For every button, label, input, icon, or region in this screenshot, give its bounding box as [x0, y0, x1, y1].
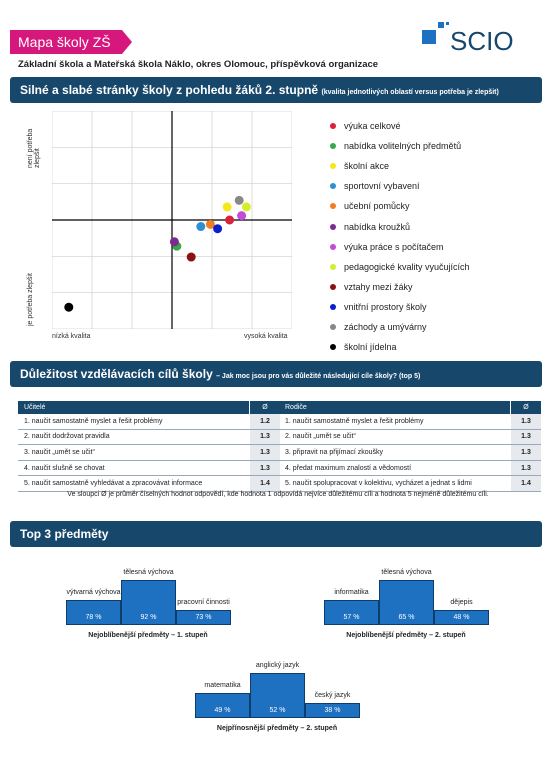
- podium-block: [434, 610, 489, 625]
- podium-title: Nejoblíbenější předměty – 1. stupeň: [88, 632, 208, 639]
- table-row: [279, 414, 541, 429]
- avg-note: Ve sloupci Ø je průměr číselných hodnot odpovědí, kde hodnota 1 odpovídá nejvíce důležitému cíli a hodnota 5 nejméně důležitému cíli.: [67, 491, 489, 498]
- legend-item: [330, 237, 540, 257]
- table-row: [279, 476, 541, 492]
- legend-item: [330, 176, 540, 196]
- avg-cell: 1.2: [250, 414, 281, 429]
- podium-subject-label: anglický jazyk: [255, 662, 300, 669]
- goal-cell: 5. naučit samostatně vyhledávat a zpracovávat informace: [18, 476, 250, 492]
- legend-item: [330, 297, 540, 317]
- podium-block: [324, 600, 379, 625]
- data-point: [225, 216, 234, 225]
- goal-cell: 3. připravit na přijímací zkoušky: [279, 445, 511, 461]
- strengths-title: Silné a slabé stránky školy z pohledu žáků 2. stupně: [20, 83, 319, 97]
- data-point: [196, 222, 205, 231]
- podium-title: Nejoblíbenější předměty – 2. stupeň: [346, 632, 466, 639]
- legend-dot: [330, 203, 336, 209]
- legend-item: [330, 216, 540, 236]
- podium-value: 57 %: [343, 614, 360, 621]
- goal-cell: 5. naučit spolupracovat v kolektivu, vycházet a jednat s lidmi: [279, 476, 511, 492]
- avg-cell: 1.4: [511, 476, 542, 492]
- data-point: [170, 237, 179, 246]
- podium-value: 52 %: [269, 707, 286, 714]
- goal-cell: 2. naučit dodržovat pravidla: [18, 429, 250, 445]
- goal-cell: 3. naučit „umět se učit“: [18, 445, 250, 461]
- parents-goals-table: [279, 401, 541, 492]
- legend-dot: [330, 143, 336, 149]
- goals-subtitle: – Jak moc jsou pro vás důležité následující cíle školy? (top 5): [216, 373, 421, 380]
- podium-value: 49 %: [214, 707, 231, 714]
- legend-item: [330, 196, 540, 216]
- podium-value: 78 %: [85, 614, 102, 621]
- podium-block: [66, 600, 121, 625]
- subjects-section-bar: [10, 521, 542, 547]
- scio-logo: [422, 20, 542, 56]
- legend-item: [330, 116, 540, 136]
- data-point: [237, 211, 246, 220]
- podium-block: [176, 610, 231, 625]
- school-name: Základní škola a Mateřská škola Náklo, okres Olomouc, příspěvková organizace: [18, 59, 379, 70]
- legend-dot: [330, 264, 336, 270]
- avg-cell: 1.3: [511, 445, 542, 461]
- data-point: [64, 303, 73, 312]
- parents-header: Rodiče: [279, 401, 511, 414]
- legend-label: nabídka kroužků: [344, 221, 411, 232]
- goal-cell: 1. naučit samostatně myslet a řešit problémy: [279, 414, 511, 429]
- legend-dot: [330, 284, 336, 290]
- goal-cell: 4. předat maximum znalostí a vědomostí: [279, 460, 511, 476]
- teachers-header: Učitelé: [18, 401, 250, 414]
- avg-cell: 1.4: [250, 476, 281, 492]
- chart-legend: [330, 116, 540, 357]
- teachers-goals-table: [18, 401, 280, 492]
- goals-section-bar: [10, 361, 542, 387]
- podium-subject-label: informatika: [334, 589, 369, 596]
- legend-label: učební pomůcky: [344, 201, 410, 212]
- legend-item: [330, 317, 540, 337]
- podium-value: 73 %: [195, 614, 212, 621]
- legend-dot: [330, 163, 336, 169]
- table-row: [279, 445, 541, 461]
- legend-dot: [330, 224, 336, 230]
- podium-block: [195, 693, 250, 718]
- podium-value: 38 %: [324, 707, 341, 714]
- legend-dot: [330, 324, 336, 330]
- legend-dot: [330, 244, 336, 250]
- podium-title: Nejpřínosnější předměty – 2. stupeň: [216, 725, 338, 732]
- avg-cell: 1.3: [511, 414, 542, 429]
- quadrant-chart: [52, 111, 292, 329]
- data-point: [213, 224, 222, 233]
- strengths-subtitle: (kvalita jednotlivých oblastí versus potřeba je zlepšit): [321, 89, 499, 96]
- data-point: [235, 196, 244, 205]
- legend-label: vnitřní prostory školy: [344, 301, 427, 312]
- avg-cell: 1.3: [511, 460, 542, 476]
- map-tag: Mapa školy ZŠ: [10, 30, 122, 54]
- podium-subject-label: tělesná výchova: [381, 569, 432, 576]
- avg-cell: 1.3: [511, 429, 542, 445]
- table-row: [18, 429, 280, 445]
- legend-item: [330, 156, 540, 176]
- data-point: [242, 202, 251, 211]
- goal-cell: 2. naučit „umět se učit“: [279, 429, 511, 445]
- data-point: [187, 253, 196, 262]
- subjects-title: Top 3 předměty: [20, 527, 109, 541]
- legend-label: sportovní vybavení: [344, 181, 420, 192]
- table-row: [279, 429, 541, 445]
- legend-dot: [330, 344, 336, 350]
- legend-label: nabídka volitelných předmětů: [344, 141, 462, 152]
- y-axis-top-label: není potřeba zlepšit: [27, 128, 41, 168]
- teachers-avg-header: Ø: [250, 401, 281, 414]
- podium-value: 65 %: [398, 614, 415, 621]
- legend-item: [330, 277, 540, 297]
- avg-cell: 1.3: [250, 429, 281, 445]
- goal-cell: 1. naučit samostatně myslet a řešit problémy: [18, 414, 250, 429]
- legend-dot: [330, 183, 336, 189]
- avg-cell: 1.3: [250, 445, 281, 461]
- legend-label: záchody a umývárny: [344, 321, 427, 332]
- x-axis-left-label: nízká kvalita: [52, 333, 91, 340]
- y-axis-bottom-label: je potřeba zlepšit: [27, 273, 34, 326]
- goals-title: Důležitost vzdělávacích cílů školy: [20, 367, 213, 381]
- legend-label: vztahy mezi žáky: [344, 281, 413, 292]
- podium-subject-label: dějepis: [450, 599, 473, 606]
- legend-label: výuka celkové: [344, 121, 401, 132]
- table-row: [18, 460, 280, 476]
- podium-block: [305, 703, 360, 718]
- podium-subject-label: pracovní činnosti: [177, 599, 230, 606]
- legend-dot: [330, 123, 336, 129]
- legend-label: školní akce: [344, 161, 390, 172]
- legend-label: pedagogické kvality vyučujících: [344, 261, 470, 272]
- parents-avg-header: Ø: [511, 401, 542, 414]
- legend-item: [330, 257, 540, 277]
- podium-value: 48 %: [453, 614, 470, 621]
- podium-subject-label: výtvarná výchova: [66, 589, 121, 596]
- avg-cell: 1.3: [250, 460, 281, 476]
- legend-item: [330, 136, 540, 156]
- legend-dot: [330, 304, 336, 310]
- x-axis-right-label: vysoká kvalita: [244, 333, 288, 340]
- podium-subject-label: český jazyk: [314, 692, 351, 699]
- table-row: [18, 414, 280, 429]
- table-row: [18, 445, 280, 461]
- table-row: [279, 460, 541, 476]
- legend-label: školní jídelna: [344, 342, 397, 353]
- legend-label: výuka práce s počítačem: [344, 241, 444, 252]
- podium-value: 92 %: [140, 614, 157, 621]
- goal-cell: 4. naučit slušně se chovat: [18, 460, 250, 476]
- table-row: [18, 476, 280, 492]
- logo-text: SCIO: [450, 26, 514, 56]
- legend-item: [330, 337, 540, 357]
- podium-subject-label: matematika: [204, 682, 241, 689]
- strengths-section-bar: [10, 77, 542, 103]
- podium-subject-label: tělesná výchova: [123, 569, 174, 576]
- data-point: [223, 202, 232, 211]
